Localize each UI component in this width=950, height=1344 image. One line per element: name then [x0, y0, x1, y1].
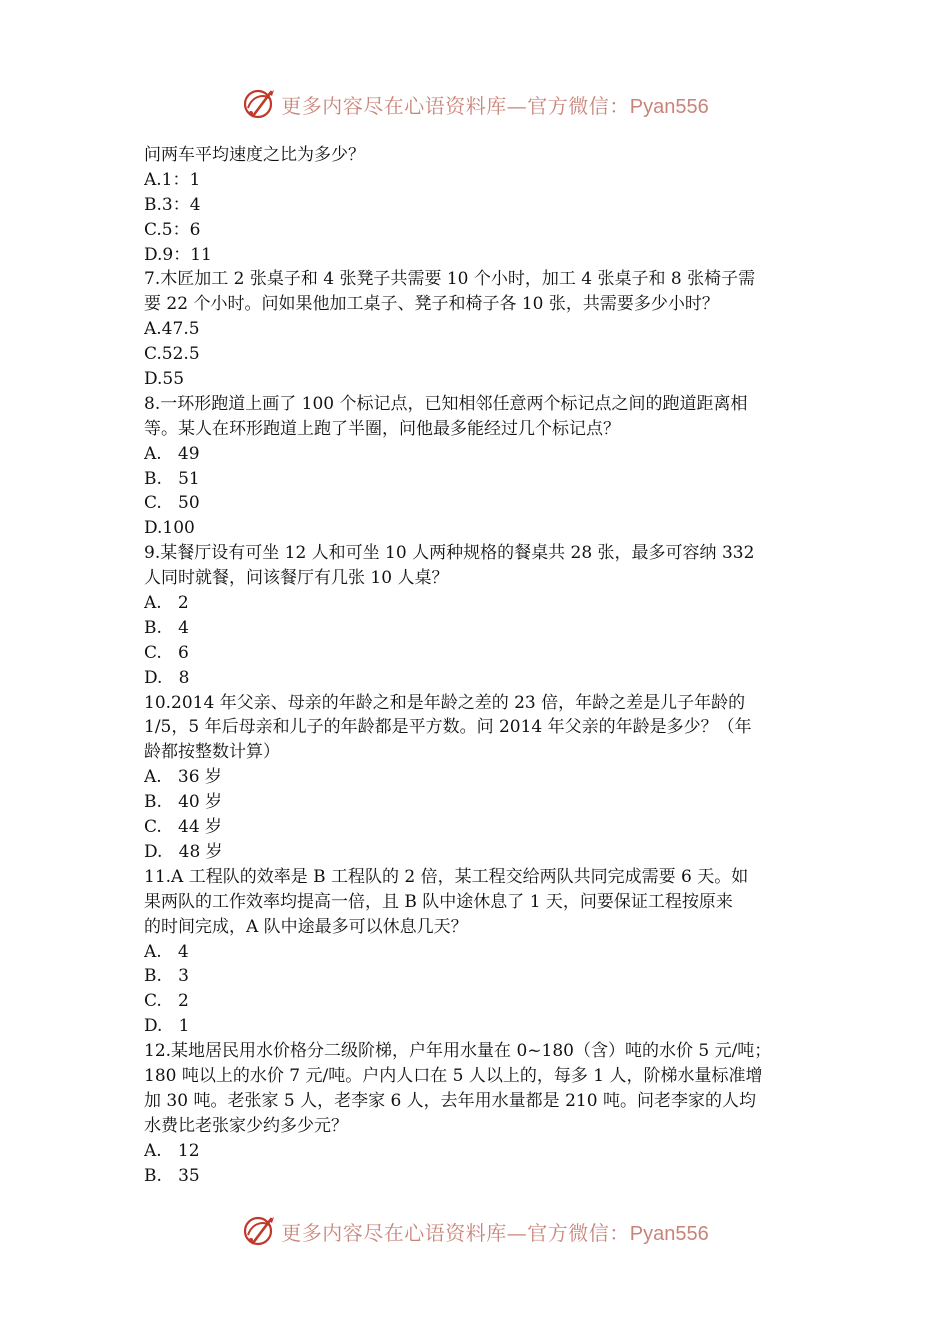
- text-line: 1/5，5 年后母亲和儿子的年龄都是平方数。问 2014 年父亲的年龄是多少？（年: [144, 717, 752, 738]
- text-line: 的时间完成，A 队中途最多可以休息几天？: [144, 916, 468, 937]
- text-line: B.3：4: [144, 194, 201, 215]
- text-line: D.55: [144, 369, 185, 390]
- text-line: 10.2014 年父亲、母亲的年龄之和是年龄之差的 23 倍，年龄之差是儿子年龄的: [144, 692, 746, 713]
- text-line: 9.某餐厅设有可坐 12 人和可坐 10 人两种规格的餐桌共 28 张，最多可容纳 332: [144, 543, 755, 564]
- text-line: A. 12: [144, 1140, 200, 1161]
- text-line: B. 3: [144, 966, 189, 987]
- pen-swirl-logo: [241, 1213, 277, 1249]
- text-line: A. 2: [144, 593, 189, 614]
- text-line: D. 8: [144, 667, 190, 688]
- text-line: B. 35: [144, 1165, 200, 1186]
- text-line: D.100: [144, 518, 195, 539]
- text-line: D. 1: [144, 1016, 190, 1037]
- text-line: C. 6: [144, 642, 189, 663]
- text-line: B. 51: [144, 468, 200, 489]
- text-line: 180 吨以上的水价 7 元/吨。户内人口在 5 人以上的，每多 1 人，阶梯水量标准增: [144, 1065, 763, 1086]
- text-line: C.5：6: [144, 219, 201, 240]
- text-line: 加 30 吨。老张家 5 人，老李家 6 人，去年用水量都是 210 吨。问老李家的人均: [144, 1090, 756, 1111]
- text-line: 龄都按整数计算）: [144, 742, 280, 763]
- text-line: 7.木匠加工 2 张桌子和 4 张凳子共需要 10 个小时，加工 4 张桌子和 8 张椅子需: [144, 269, 756, 290]
- document-body: [144, 143, 809, 1188]
- text-line: C. 44 岁: [144, 817, 223, 838]
- text-line: C.52.5: [144, 344, 200, 365]
- text-line: 11.A 工程队的效率是 B 工程队的 2 倍，某工程交给两队共同完成需要 6 天。如: [144, 866, 749, 887]
- text-line: C. 50: [144, 493, 200, 514]
- text-line: 问两车平均速度之比为多少？: [144, 145, 365, 165]
- text-line: A. 36 岁: [144, 767, 222, 788]
- text-line: A. 4: [144, 941, 189, 962]
- text-line: B. 4: [144, 617, 189, 638]
- watermark-text: 更多内容尽在心语资料库—官方微信：Pyan556: [281, 1220, 709, 1245]
- text-line: A.1：1: [144, 169, 201, 190]
- text-line: A. 49: [144, 443, 200, 464]
- text-line: 果两队的工作效率均提高一倍，且 B 队中途休息了 1 天，问要保证工程按原来: [144, 891, 733, 912]
- text-line: D.9：11: [144, 244, 212, 265]
- text-line: 人同时就餐，问该餐厅有几张 10 人桌？: [144, 568, 449, 589]
- wechat-id: Pyan556: [629, 95, 709, 118]
- pen-swirl-logo: [241, 86, 277, 122]
- text-line: 8.一环形跑道上画了 100 个标记点，已知相邻任意两个标记点之间的跑道距离相: [144, 393, 748, 414]
- wechat-id: Pyan556: [629, 1222, 709, 1245]
- text-line: 等。某人在环形跑道上跑了半圈，问他最多能经过几个标记点？: [144, 418, 620, 439]
- text-line: A.47.5: [144, 319, 200, 340]
- text-line: 12.某地居民用水价格分二级阶梯，户年用水量在 0~180（含）吨的水价 5 元/吨；: [144, 1041, 772, 1062]
- text-line: 要 22 个小时。问如果他加工桌子、凳子和椅子各 10 张，共需要多少小时？: [144, 294, 719, 315]
- text-line: C. 2: [144, 991, 189, 1012]
- text-line: D. 48 岁: [144, 841, 223, 862]
- watermark-text: 更多内容尽在心语资料库—官方微信：Pyan556: [281, 93, 709, 118]
- text-line: 水费比老张家少约多少元？: [144, 1115, 348, 1136]
- text-line: B. 40 岁: [144, 792, 223, 813]
- footer-watermark: [0, 1211, 950, 1251]
- header-watermark: [0, 84, 950, 124]
